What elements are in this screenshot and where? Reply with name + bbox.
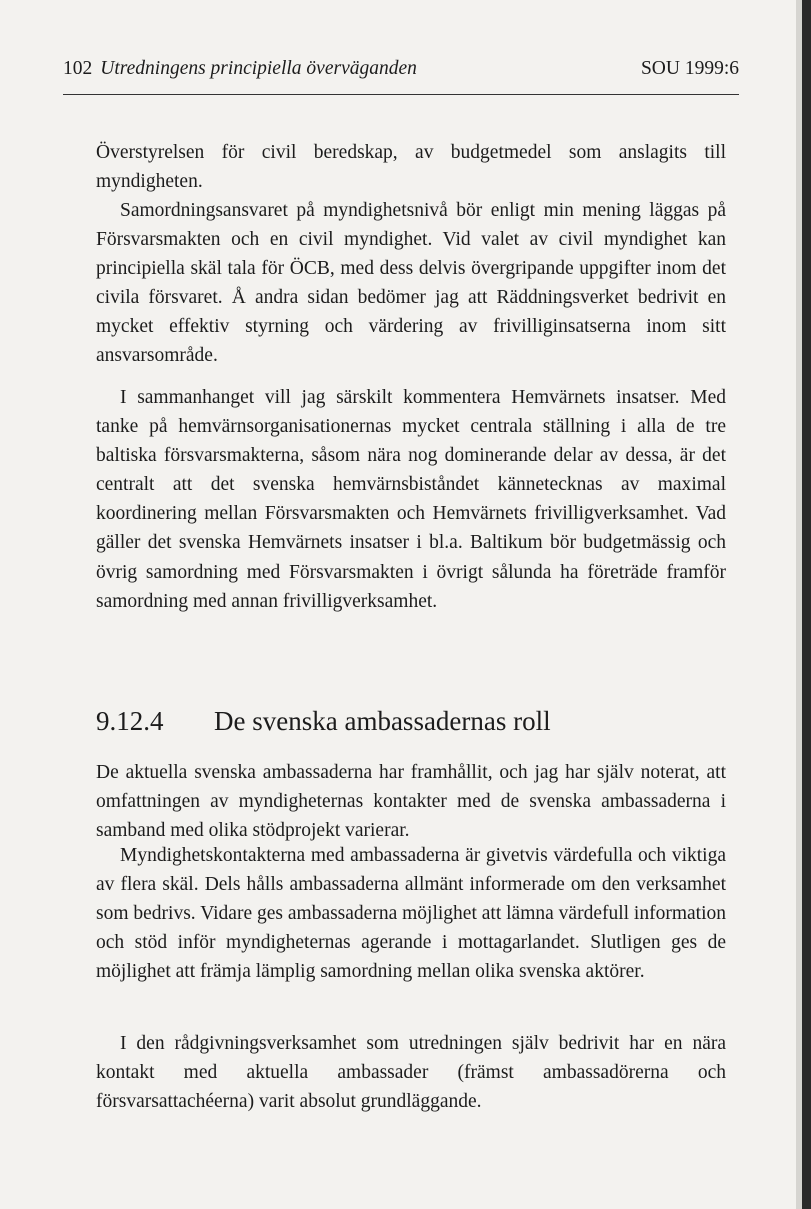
page-number: 102 <box>63 58 93 79</box>
report-series: SOU 1999:6 <box>640 58 739 79</box>
section-number: 9.12.4 <box>96 706 164 736</box>
paragraph-samordning: Samordningsansvaret på myndighetsnivå bör enligt min mening läggas på Försvarsmakten och en civil myndighet. Vid valet av civil myndighet kan principiella skäl tala för ÖCB, med dess delvis övergripande uppgifter inom det civila försvaret. Å andra sidan bedömer jag att Räddningsverket bedrivit en mycket effektiv styrning och värdering av frivilliginsatserna inom sitt ansvarsområde. <box>96 200 726 367</box>
paragraph-ambassader: De aktuella svenska ambassaderna har framhållit, och jag har själv noterat, att omfattningen av myndigheternas kontakter med de svenska ambassaderna i samband med olika stödprojekt varierar. <box>96 762 726 842</box>
section-title: De svenska ambassadernas roll <box>214 706 551 736</box>
running-title: Utredningens principiella överväganden <box>100 58 417 79</box>
page-edge <box>802 0 811 1209</box>
paragraph-radgivning: I den rådgivningsverksamhet som utredningen själv bedrivit har en nära kontakt med aktuella ambassader (främst ambassadörerna och försvarsattachéerna) varit absolut grundläggande. <box>96 1033 726 1113</box>
header-rule <box>63 94 739 95</box>
paragraph-continuation: Överstyrelsen för civil beredskap, av budgetmedel som anslagits till myndigheten. <box>96 142 726 193</box>
running-header <box>63 58 739 88</box>
paragraph-myndighetskontakter: Myndighetskontakterna med ambassaderna är givetvis värdefulla och viktiga av flera skäl. Dels hålls ambassaderna allmänt informerade om den verksamhet som bedrivs. Vidare ges ambassaderna möjlighet att lämna värdefull information och stöd inför myndigheternas agerande i mottagarlandet. Slutligen ges de möjlighet att främja lämplig samordning mellan olika svenska aktörer. <box>96 845 726 983</box>
paragraph-hemvarnet: I sammanhanget vill jag särskilt kommentera Hemvärnets insatser. Med tanke på hemvärnsorganisationernas mycket centrala ställning i alla de tre baltiska försvarsmakterna, såsom nära nog dominerande delar av dessa, är det centralt att det svenska hemvärnsbiståndet kännetecknas av maximal koordinering mellan Försvarsmakten och Hemvärnets frivilligverksamhet. Vad gäller det svenska Hemvärnets insatser i bl.a. Baltikum bör budgetmässig och övrig samordning med Försvarsmakten i övrigt sålunda ha företräde framför samordning med annan frivilligverksamhet. <box>96 387 726 612</box>
section-heading <box>96 706 726 737</box>
